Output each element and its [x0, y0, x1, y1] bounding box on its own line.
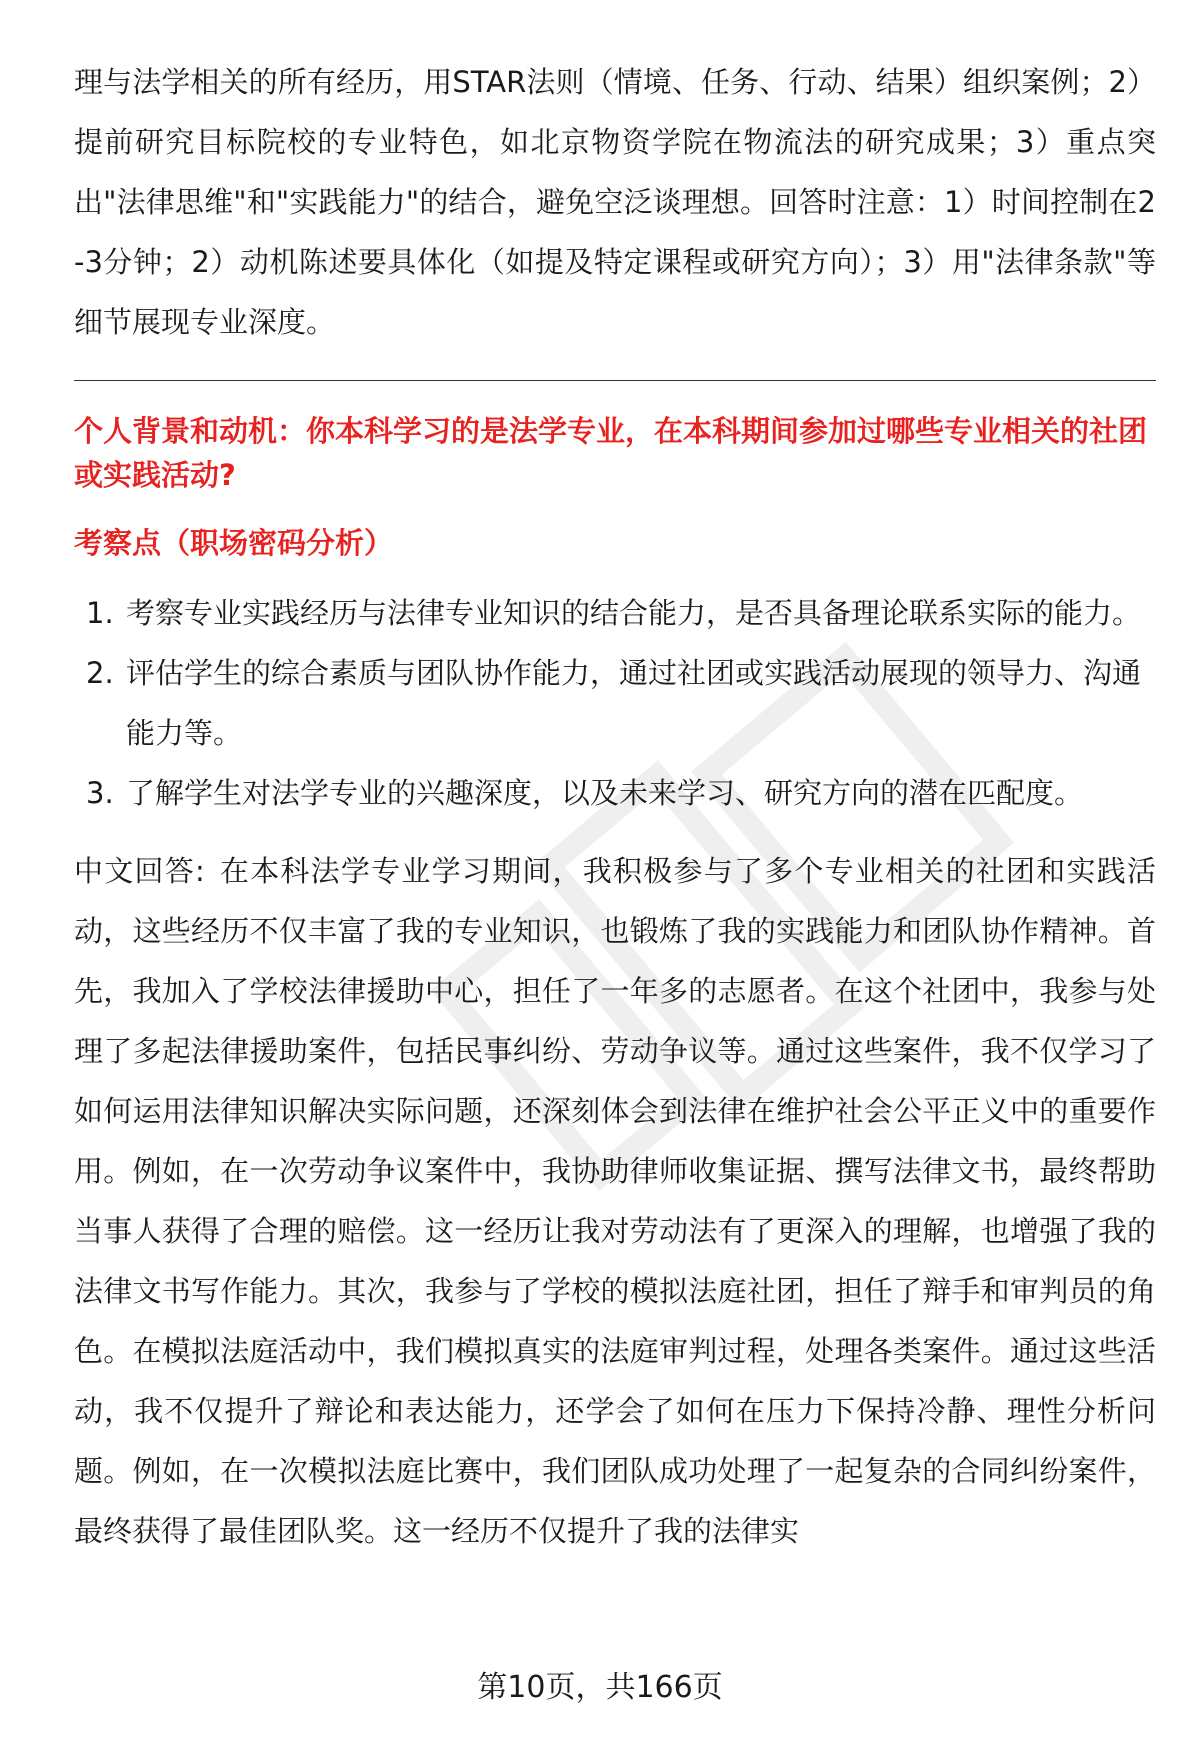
list-item-text: 评估学生的综合素质与团队协作能力，通过社团或实践活动展现的领导力、沟通能力等。	[126, 656, 1142, 750]
list-item	[74, 643, 1156, 763]
list-item-number: 3.	[86, 776, 114, 810]
list-item-number: 2.	[86, 656, 114, 690]
list-item-text: 考察专业实践经历与法律专业知识的结合能力，是否具备理论联系实际的能力。	[126, 596, 1142, 630]
question-title: 个人背景和动机：你本科学习的是法学专业，在本科期间参加过哪些专业相关的社团或实践活动?	[74, 414, 1148, 492]
exam-points-title: 考察点（职场密码分析）	[74, 526, 394, 560]
page-footer: 第10页，共166页	[477, 1670, 723, 1705]
answer-text: 在本科法学专业学习期间，我积极参与了多个专业相关的社团和实践活动，这些经历不仅丰富了我的专业知识，也锻炼了我的实践能力和团队协作精神。首先，我加入了学校法律援助中心，担任了一年多的志愿者。在这个社团中，我参与处理了多起法律援助案件，包括民事纠纷、劳动争议等。通过这些案件，我不仅学习了如何运用法律知识解决实际问题，还深刻体会到法律在维护社会公平正义中的重要作用。例如，在一次劳动争议案件中，我协助律师收集证据、撰写法律文书，最终帮助当事人获得了合理的赔偿。这一经历让我对劳动法有了更深入的理解，也增强了我的法律文书写作能力。其次，我参与了学校的模拟法庭社团，担任了辩手和审判员的角色。在模拟法庭活动中，我们模拟真实的法庭审判过程，处理各类案件。通过这些活动，我不仅提升了辩论和表达能力，还学会了如何在压力下保持冷静、理性分析问题。例如，在一次模拟法庭比赛中，我们团队成功处理了一起复杂的合同纠纷案件，最终获得了最佳团队奖。这一经历不仅提升了我的法律实	[74, 854, 1156, 1548]
intro-paragraph: 理与法学相关的所有经历，用STAR法则（情境、任务、行动、结果）组织案例；2）提前研究目标院校的专业特色，如北京物资学院在物流法的研究成果；3）重点突出"法律思维"和"实践能力"的结合，避免空泛谈理想。回答时注意：1）时间控制在2-3分钟；2）动机陈述要具体化（如提及特定课程或研究方向）；3）用"法律条款"等细节展现专业深度。	[74, 65, 1156, 339]
list-item-number: 1.	[86, 596, 114, 630]
list-item	[74, 763, 1156, 823]
page-content	[74, 52, 1156, 1561]
section-divider	[74, 380, 1156, 381]
list-item	[74, 583, 1156, 643]
list-item-text: 了解学生对法学专业的兴趣深度，以及未来学习、研究方向的潜在匹配度。	[126, 776, 1084, 810]
answer-paragraph	[74, 841, 1156, 1561]
answer-label: 中文回答:	[74, 854, 205, 888]
exam-points-list	[74, 583, 1156, 823]
